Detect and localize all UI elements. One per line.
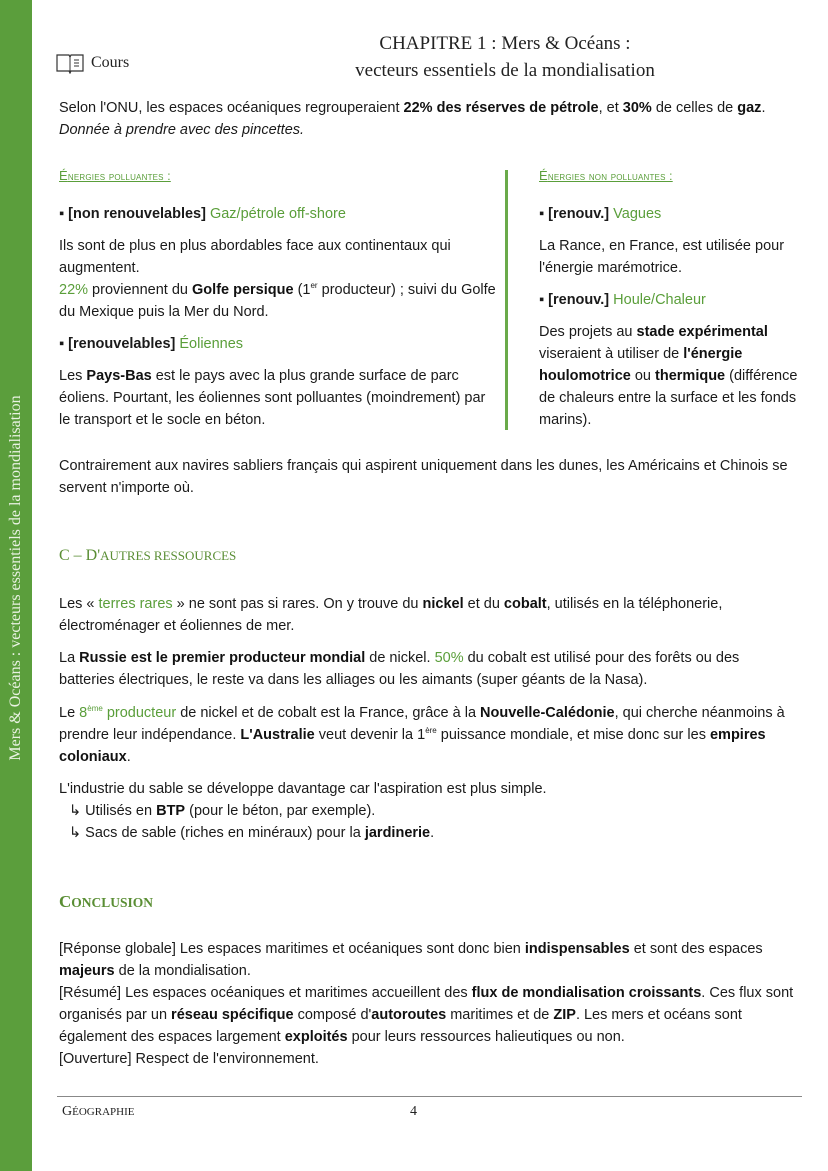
swell-heat-text — [539, 321, 799, 431]
italic-note: Donnée à prendre avec des pincettes. — [59, 122, 305, 138]
bold-text: gaz — [737, 100, 762, 116]
sidebar-band — [0, 0, 32, 1171]
bullet-tag: ▪ [non renouvelables] — [59, 206, 210, 222]
bold-text: Nouvelle-Calédonie — [480, 705, 615, 721]
text: pour leurs ressources halieutiques ou non. — [347, 1029, 625, 1045]
superscript: ère — [425, 726, 437, 736]
bold-text: thermique — [655, 368, 726, 384]
intro-paragraph — [59, 97, 794, 141]
bullet-name: Houle/Chaleur — [613, 292, 706, 308]
bold-text: empires coloniaux — [59, 727, 766, 765]
subject-initial: G — [62, 1104, 73, 1119]
text: . — [761, 100, 766, 116]
text: . — [126, 749, 131, 765]
polluting-energies-column — [59, 165, 499, 441]
arrow-item — [59, 800, 794, 822]
text: . — [430, 825, 435, 841]
bullet-tag: ▪ [renouv.] — [539, 206, 614, 222]
section-c-heading — [59, 545, 794, 567]
offshore-bullet — [59, 203, 499, 225]
text: . Les mers et océans sont également des espaces largement — [59, 1007, 742, 1045]
superscript: ème — [87, 704, 103, 714]
text: , et — [598, 100, 623, 116]
text: [Réponse globale] Les espaces maritimes et océaniques sont donc bien — [59, 941, 525, 957]
page-title — [205, 30, 805, 84]
column-divider — [505, 170, 508, 430]
bold-text: stade expérimental — [636, 324, 768, 340]
wind-text — [59, 365, 499, 431]
non-polluting-energies-column — [539, 165, 799, 441]
global-answer — [59, 938, 794, 982]
bold-text: ZIP — [553, 1007, 576, 1023]
heading-initial: É — [539, 168, 548, 183]
bold-text: réseau spécifique — [171, 1007, 294, 1023]
bold-text: Golfe persique — [192, 282, 294, 298]
book-icon — [55, 52, 85, 74]
wind-bullet — [59, 333, 499, 355]
bold-text: exploités — [284, 1029, 348, 1045]
text: ↳ Utilisés en — [69, 803, 157, 819]
text: , utilisés en la téléphonerie, électroménager et éoliennes de mer. — [59, 596, 723, 634]
text: de celles de — [651, 100, 738, 116]
rare-earths-paragraph — [59, 593, 794, 637]
text: et du — [463, 596, 504, 612]
footer-subject — [62, 1104, 134, 1120]
france-paragraph — [59, 702, 794, 768]
green-text: terres rares — [98, 596, 173, 612]
green-text: 22% — [59, 282, 89, 298]
text: viseraient à utiliser de — [539, 346, 684, 362]
heading-rest: nergies non polluantes : — [547, 169, 673, 183]
heading-big: C – D' — [59, 547, 101, 564]
bold-text: 22% des réserves de pétrole — [403, 100, 599, 116]
text: proviennent du — [88, 282, 193, 298]
text: de nickel et de cobalt est la France, grâce à la — [176, 705, 481, 721]
text: » ne sont pas si rares. On y trouve du — [172, 596, 423, 612]
swell-heat-bullet — [539, 289, 799, 311]
text: Le — [59, 705, 80, 721]
bullet-name: Éoliennes — [179, 336, 244, 352]
bold-text: Pays-Bas — [86, 368, 152, 384]
bullet-name: Vagues — [613, 206, 662, 222]
heading-rest: nergies polluantes : — [67, 169, 171, 183]
text: est le pays avec la plus grande surface de parc éoliens. Pourtant, les éoliennes sont polluantes (moindrement) par le transport et le socle en béton. — [59, 368, 486, 428]
bold-text: flux de mondialisation croissants — [471, 985, 702, 1001]
heading-big: C — [59, 892, 72, 911]
heading-small: ONCLUSION — [71, 895, 154, 910]
non-polluting-energies-heading — [539, 165, 799, 187]
text: ou — [630, 368, 656, 384]
conclusion-heading — [59, 891, 794, 914]
superscript: er — [310, 281, 318, 291]
text: composé d' — [293, 1007, 372, 1023]
title-line-1: CHAPITRE 1 : Mers & Océans : — [379, 33, 631, 54]
heading-small: AUTRES RESSOURCES — [100, 548, 237, 563]
page-number: 4 — [410, 1104, 417, 1119]
text: Selon l'ONU, les espaces océaniques regrouperaient — [59, 100, 404, 116]
waves-text: La Rance, en France, est utilisée pour l'énergie marémotrice. — [539, 238, 785, 276]
sand-industry-paragraph — [59, 778, 794, 844]
sidebar-title: Mers & Océans : vecteurs essentiels de la mondialisation — [7, 395, 24, 761]
bullet-tag: ▪ [renouvelables] — [59, 336, 180, 352]
bold-text: indispensables — [524, 941, 630, 957]
text: Des projets au — [539, 324, 637, 340]
green-text: 50% — [434, 650, 464, 666]
offshore-text — [59, 235, 499, 323]
bold-text: l'énergie houlomotrice — [539, 346, 743, 384]
cours-label-group — [55, 52, 129, 74]
bold-text: L'Australie — [240, 727, 315, 743]
page-header — [55, 30, 805, 86]
text: (différence de chaleurs entre la surface et les fonds marins). — [539, 368, 798, 428]
text: de nickel. — [365, 650, 435, 666]
text: du cobalt est utilisé pour des forêts ou des batteries électriques, le reste va dans les alliages ou les aimants (super géants de la Nasa). — [59, 650, 740, 688]
waves-bullet — [539, 203, 799, 225]
bold-text: BTP — [156, 803, 186, 819]
text: . Ces flux sont organisés par un — [59, 985, 794, 1023]
bold-text: jardinerie — [364, 825, 431, 841]
text: maritimes et de — [446, 1007, 554, 1023]
heading-initial: É — [59, 168, 68, 183]
text: Les « — [59, 596, 99, 612]
cours-label: Cours — [91, 54, 130, 71]
opening: [Ouverture] Respect de l'environnement. — [59, 1051, 319, 1067]
bold-text: nickel — [422, 596, 464, 612]
text: ↳ Sacs de sable (riches en minéraux) pour la — [69, 825, 365, 841]
text: et sont des espaces — [629, 941, 763, 957]
subject-rest: ÉOGRAPHIE — [72, 1106, 135, 1118]
bold-text: 30% — [622, 100, 652, 116]
conclusion-text — [59, 938, 794, 1070]
bold-text: majeurs — [59, 963, 115, 979]
text: L'industrie du sable se développe davantage car l'aspiration est plus simple. — [59, 781, 547, 797]
bold-text: autoroutes — [371, 1007, 447, 1023]
text: de la mondialisation. — [114, 963, 251, 979]
text: (pour le béton, par exemple). — [185, 803, 376, 819]
bold-text: cobalt — [503, 596, 547, 612]
bullet-name: Gaz/pétrole off-shore — [209, 206, 346, 222]
title-line-2: vecteurs essentiels de la mondialisation — [355, 60, 655, 81]
text: producteur) ; suivi du Golfe du Mexique puis la Mer du Nord. — [59, 282, 496, 320]
footer-divider — [57, 1096, 802, 1097]
arrow-item — [59, 822, 794, 844]
text: , qui cherche néanmoins à prendre leur indépendance. — [59, 705, 785, 743]
summary — [59, 982, 794, 1048]
text: (1 — [293, 282, 311, 298]
text: Les — [59, 368, 87, 384]
green-text: 8 — [79, 705, 88, 721]
green-text: producteur — [102, 705, 177, 721]
bold-text: Russie est le premier producteur mondial — [79, 650, 366, 666]
sand-ships-paragraph: Contrairement aux navires sabliers français qui aspirent uniquement dans les dunes, les Américains et Chinois se servent n'importe où. — [59, 458, 788, 496]
polluting-energies-heading — [59, 165, 499, 187]
text: Ils sont de plus en plus abordables face aux continentaux qui augmentent. — [59, 238, 451, 276]
text: puissance mondiale, et mise donc sur les — [436, 727, 710, 743]
russia-paragraph — [59, 647, 794, 691]
text: veut devenir la 1 — [314, 727, 426, 743]
text: [Résumé] Les espaces océaniques et maritimes accueillent des — [59, 985, 472, 1001]
text: La — [59, 650, 80, 666]
bullet-tag: ▪ [renouv.] — [539, 292, 614, 308]
